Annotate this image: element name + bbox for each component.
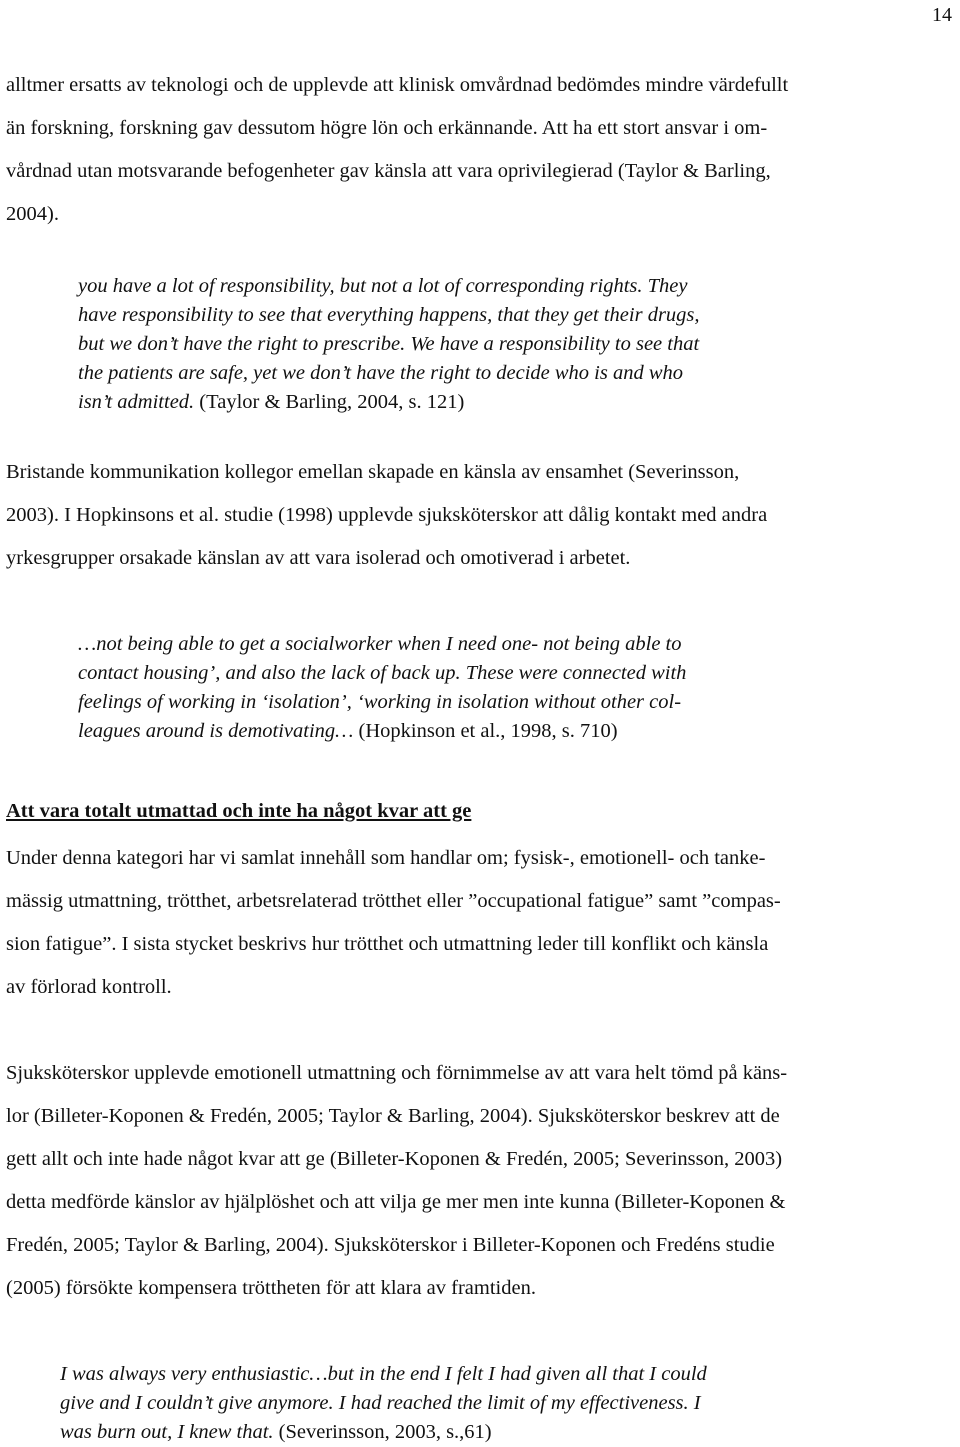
text-line: mässig utmattning, trötthet, arbetsrelaterad trötthet eller ”occupational fatigue” samt ”compas- [6,890,781,912]
paragraph-exhaustion [6,1052,954,1310]
text-line: sion fatigue”. I sista stycket beskrivs hur trötthet och utmattning leder till konflikt och känsla [6,933,769,955]
text-line: alltmer ersatts av teknologi och de upplevde att klinisk omvårdnad bedömdes mindre värdefullt [6,74,789,96]
quote-line-last [78,388,700,417]
quote-citation: (Severinsson, 2003, s.,61) [278,1421,492,1443]
quote-line-last [60,1418,707,1447]
text-line: än forskning, forskning gav dessutom högre lön och erkännande. Att ha ett stort ansvar i om- [6,117,768,139]
text-line: yrkesgrupper orsakade känslan av att vara isolerad och omotiverad i arbetet. [6,547,631,569]
text-line: Fredén, 2005; Taylor & Barling, 2004). Sjuksköterskor i Billeter-Koponen och Fredéns studie [6,1234,775,1256]
text-line: Bristande kommunikation kollegor emellan skapade en känsla av ensamhet (Severinsson, [6,461,740,483]
text-line: Sjuksköterskor upplevde emotionell utmattning och förnimmelse av att vara helt tömd på käns- [6,1062,788,1084]
block-quote-severinsson [60,1360,707,1447]
quote-line: contact housing’, and also the lack of back up. These were connected with [78,662,687,684]
text-line: 2003). I Hopkinsons et al. studie (1998) upplevde sjuksköterskor att dålig kontakt med andra [6,504,768,526]
page-number: 14 [932,4,952,26]
quote-line: but we don’t have the right to prescribe. We have a responsibility to see that [78,333,700,355]
text-line: vårdnad utan motsvarande befogenheter gav känsla att vara oprivilegierad (Taylor & Barling, [6,160,771,182]
quote-line: …not being able to get a socialworker when I need one- not being able to [78,633,682,655]
section-heading: Att vara totalt utmattad och inte ha något kvar att ge [6,800,472,822]
text-line: detta medförde känslor av hjälplöshet och att vilja ge mer men inte kunna (Billeter-Koponen & [6,1191,786,1213]
text-line: av förlorad kontroll. [6,976,172,998]
quote-line: I was always very enthusiastic…but in the end I felt I had given all that I could [60,1363,707,1385]
quote-line: give and I couldn’t give anymore. I had reached the limit of my effectiveness. I [60,1392,701,1414]
text-line: Under denna kategori har vi samlat innehåll som handlar om; fysisk-, emotionell- och tanke- [6,847,766,869]
quote-text: isn’t admitted. [78,391,195,413]
quote-line: feelings of working in ‘isolation’, ‘working in isolation without other col- [78,691,682,713]
paragraph-communication [6,451,954,580]
quote-citation: (Taylor & Barling, 2004, s. 121) [199,391,465,413]
paragraph-intro [6,64,954,236]
quote-citation: (Hopkinson et al., 1998, s. 710) [358,720,618,742]
quote-line: have responsibility to see that everything happens, that they get their drugs, [78,304,700,326]
quote-line: you have a lot of responsibility, but not a lot of corresponding rights. They [78,275,688,297]
paragraph-category [6,837,954,1009]
text-line: 2004). [6,203,59,225]
text-line: (2005) försökte kompensera tröttheten för att klara av framtiden. [6,1277,536,1299]
block-quote-hopkinson [78,630,686,746]
text-line: gett allt och inte hade något kvar att ge (Billeter-Koponen & Fredén, 2005; Severinsson, 2003) [6,1148,783,1170]
quote-text: leagues around is demotivating… [78,720,354,742]
block-quote-taylor [78,272,700,417]
quote-line-last [78,717,686,746]
quote-line: the patients are safe, yet we don’t have the right to decide who is and who [78,362,684,384]
quote-text: was burn out, I knew that. [60,1421,274,1443]
text-line: lor (Billeter-Koponen & Fredén, 2005; Taylor & Barling, 2004). Sjuksköterskor beskrev att de [6,1105,780,1127]
